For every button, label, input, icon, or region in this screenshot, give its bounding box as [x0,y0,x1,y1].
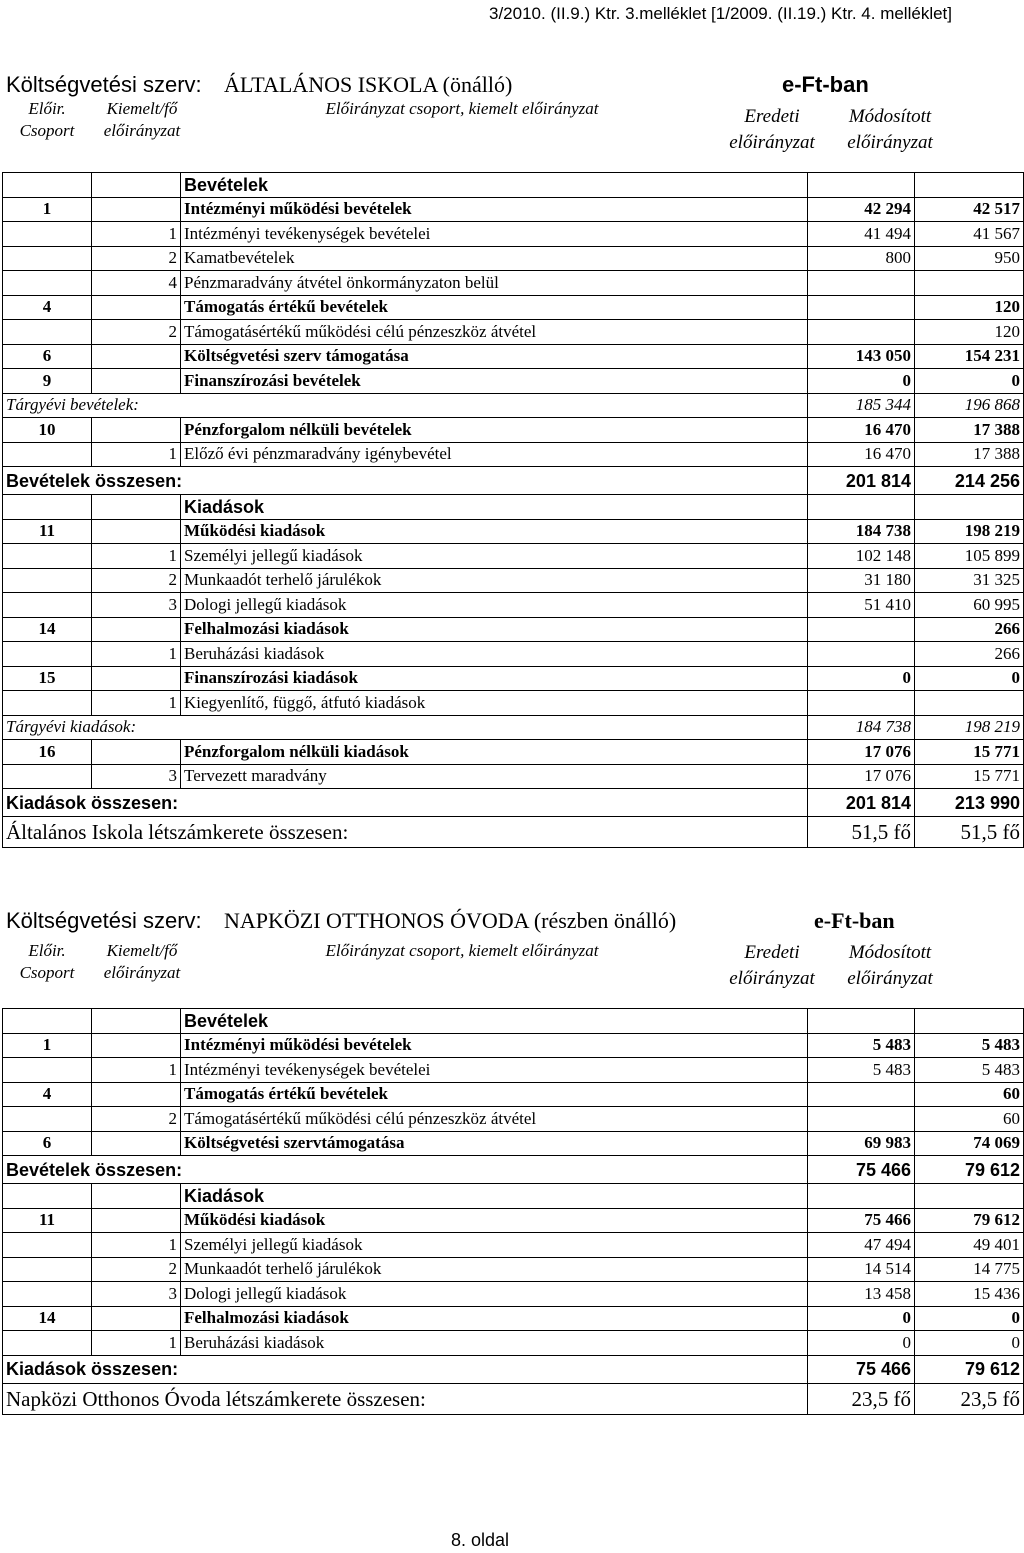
cell-csoport: 15 [3,666,92,691]
table-row [3,467,1024,495]
cell-kiemelt: 3 [92,593,181,618]
cell-modositott: 266 [915,617,1024,642]
cell-eredeti: 201 814 [808,789,915,817]
cell-kiemelt [92,295,181,320]
cell-csoport [3,1184,92,1209]
cell-eredeti: 800 [808,246,915,271]
cell-megnevezes: Támogatásértékű működési célú pénzeszköz átvétel [181,320,808,345]
cell-megnevezes: Előző évi pénzmaradvány igénybevétel [181,442,808,467]
table-row [3,817,1024,848]
cell-eredeti: 0 [808,1331,915,1356]
cell-modositott: 79 612 [915,1355,1024,1383]
summary-label: Napközi Otthonos Óvoda létszámkerete összesen: [3,1383,808,1414]
cell-megnevezes: Pénzforgalom nélküli bevételek [181,418,808,443]
cell-megnevezes: Felhalmozási kiadások [181,617,808,642]
cell-kiemelt [92,369,181,394]
cell-modositott: 950 [915,246,1024,271]
cell-eredeti [808,691,915,716]
section-label: Költségvetési szerv: [6,908,202,933]
cell-modositott: 15 436 [915,1282,1024,1307]
table-row [3,519,1024,544]
table-row [3,1233,1024,1258]
cell-eredeti [808,1009,915,1034]
section-name: ÁLTALÁNOS ISKOLA (önálló) [224,72,513,97]
summary-label: Bevételek összesen: [3,1156,808,1184]
cell-modositott [915,271,1024,296]
cell-eredeti: 31 180 [808,568,915,593]
cell-kiemelt: 1 [92,1058,181,1083]
cell-kiemelt: 1 [92,544,181,569]
cell-eredeti: 185 344 [808,393,915,418]
cell-megnevezes: Támogatás értékű bevételek [181,1082,808,1107]
cell-eredeti: 184 738 [808,519,915,544]
cell-modositott: 49 401 [915,1233,1024,1258]
cell-megnevezes: Beruházási kiadások [181,642,808,667]
cell-eredeti [808,271,915,296]
table-row [3,1033,1024,1058]
cell-eredeti: 17 076 [808,740,915,765]
cell-kiemelt [92,1208,181,1233]
cell-megnevezes: Finanszírozási bevételek [181,369,808,394]
cell-csoport [3,246,92,271]
unit-label: e-Ft-ban [782,72,869,97]
cell-eredeti: 69 983 [808,1131,915,1156]
cell-modositott: 23,5 fő [915,1383,1024,1414]
cell-kiemelt [92,197,181,222]
col-kiemelt-header: Kiemelt/fő előirányzat [103,99,181,140]
table-row [3,495,1024,520]
cell-eredeti: 0 [808,666,915,691]
table-row [3,568,1024,593]
cell-megnevezes: Finanszírozási kiadások [181,666,808,691]
cell-megnevezes: Működési kiadások [181,519,808,544]
cell-kiemelt: 3 [92,764,181,789]
table-row [3,740,1024,765]
cell-kiemelt: 3 [92,1282,181,1307]
cell-modositott: 0 [915,1306,1024,1331]
col-modositott-header: Módosított előirányzat [847,106,933,153]
cell-kiemelt: 1 [92,442,181,467]
cell-csoport [3,764,92,789]
cell-eredeti: 14 514 [808,1257,915,1282]
cell-modositott: 42 517 [915,197,1024,222]
cell-csoport [3,1009,92,1034]
col-csoport-header: Előir. Csoport [19,99,75,140]
col-megnevezes-header: Előirányzat csoport, kiemelt előirányzat [325,99,599,118]
cell-kiemelt [92,495,181,520]
cell-kiemelt [92,1033,181,1058]
col-eredeti-header: Eredeti előirányzat [729,106,815,153]
cell-csoport [3,222,92,247]
cell-megnevezes: Kiegyenlítő, függő, átfutó kiadások [181,691,808,716]
table-row [3,764,1024,789]
cell-kiemelt: 1 [92,642,181,667]
cell-kiemelt: 2 [92,246,181,271]
cell-modositott: 79 612 [915,1156,1024,1184]
group-heading: Kiadások [181,495,808,520]
cell-megnevezes: Személyi jellegű kiadások [181,1233,808,1258]
cell-csoport [3,1107,92,1132]
cell-megnevezes: Személyi jellegű kiadások [181,544,808,569]
cell-kiemelt [92,1131,181,1156]
cell-modositott: 120 [915,320,1024,345]
cell-modositott: 17 388 [915,418,1024,443]
cell-modositott: 15 771 [915,764,1024,789]
cell-csoport [3,442,92,467]
summary-label: Bevételek összesen: [3,467,808,495]
cell-modositott: 5 483 [915,1058,1024,1083]
cell-csoport [3,495,92,520]
cell-csoport [3,691,92,716]
cell-csoport: 14 [3,617,92,642]
cell-kiemelt: 1 [92,691,181,716]
cell-csoport [3,271,92,296]
table-row [3,617,1024,642]
table-row [3,197,1024,222]
cell-kiemelt [92,344,181,369]
col-megnevezes-header: Előirányzat csoport, kiemelt előirányzat [325,941,599,960]
table-row [3,173,1024,198]
table-row [3,1131,1024,1156]
cell-csoport: 6 [3,1131,92,1156]
cell-modositott: 60 [915,1107,1024,1132]
budget-table [2,172,1024,848]
table-row [3,271,1024,296]
table-row [3,246,1024,271]
cell-modositott [915,691,1024,716]
cell-csoport [3,1331,92,1356]
cell-eredeti: 143 050 [808,344,915,369]
cell-eredeti: 51,5 fő [808,817,915,848]
cell-megnevezes: Intézményi működési bevételek [181,197,808,222]
table-row [3,593,1024,618]
page-number: 8. oldal [450,1530,510,1550]
section-label: Költségvetési szerv: [6,72,202,97]
table-row [3,418,1024,443]
cell-csoport: 1 [3,1033,92,1058]
budget-table [2,1008,1024,1415]
cell-modositott: 198 219 [915,519,1024,544]
cell-megnevezes: Munkaadót terhelő járulékok [181,1257,808,1282]
table-row [3,1156,1024,1184]
section-napkozi-ovoda [2,904,1020,1415]
cell-eredeti [808,320,915,345]
summary-label: Tárgyévi bevételek: [3,393,808,418]
cell-modositott: 120 [915,295,1024,320]
col-csoport-header: Előir. Csoport [19,941,75,982]
table-row [3,369,1024,394]
table-row [3,1383,1024,1414]
cell-megnevezes: Pénzmaradvány átvétel önkormányzaton belül [181,271,808,296]
cell-megnevezes: Költségvetési szerv támogatása [181,344,808,369]
cell-eredeti: 17 076 [808,764,915,789]
cell-megnevezes: Támogatásértékű működési célú pénzeszköz átvétel [181,1107,808,1132]
cell-eredeti: 23,5 fő [808,1383,915,1414]
cell-csoport: 11 [3,1208,92,1233]
cell-eredeti: 13 458 [808,1282,915,1307]
cell-modositott: 198 219 [915,715,1024,740]
cell-eredeti [808,295,915,320]
cell-kiemelt [92,617,181,642]
section-altalanos-iskola [2,68,1020,848]
cell-kiemelt: 1 [92,222,181,247]
cell-eredeti [808,617,915,642]
cell-kiemelt [92,1306,181,1331]
cell-megnevezes: Dologi jellegű kiadások [181,1282,808,1307]
cell-csoport: 4 [3,295,92,320]
cell-eredeti: 102 148 [808,544,915,569]
cell-modositott [915,495,1024,520]
cell-megnevezes: Működési kiadások [181,1208,808,1233]
cell-csoport: 11 [3,519,92,544]
table-row [3,1009,1024,1034]
cell-megnevezes: Költségvetési szervtámogatása [181,1131,808,1156]
cell-csoport [3,568,92,593]
cell-csoport: 4 [3,1082,92,1107]
cell-csoport: 6 [3,344,92,369]
cell-eredeti [808,1184,915,1209]
column-headers [2,99,951,172]
cell-eredeti: 47 494 [808,1233,915,1258]
cell-kiemelt: 4 [92,271,181,296]
table-row [3,1184,1024,1209]
cell-megnevezes: Dologi jellegű kiadások [181,593,808,618]
cell-megnevezes: Intézményi tevékenységek bevételei [181,222,808,247]
table-row [3,1331,1024,1356]
summary-label: Kiadások összesen: [3,1355,808,1383]
table-row [3,222,1024,247]
cell-eredeti: 75 466 [808,1208,915,1233]
cell-eredeti: 201 814 [808,467,915,495]
cell-modositott: 154 231 [915,344,1024,369]
cell-modositott: 0 [915,1331,1024,1356]
cell-kiemelt [92,418,181,443]
cell-eredeti: 51 410 [808,593,915,618]
cell-kiemelt [92,173,181,198]
cell-modositott: 196 868 [915,393,1024,418]
cell-kiemelt [92,1009,181,1034]
group-heading: Kiadások [181,1184,808,1209]
cell-modositott: 214 256 [915,467,1024,495]
cell-eredeti [808,1082,915,1107]
cell-modositott: 79 612 [915,1208,1024,1233]
cell-csoport: 14 [3,1306,92,1331]
table-row [3,789,1024,817]
cell-modositott: 51,5 fő [915,817,1024,848]
group-heading: Bevételek [181,173,808,198]
table-row [3,715,1024,740]
cell-modositott: 15 771 [915,740,1024,765]
table-row [3,442,1024,467]
section-name: NAPKÖZI OTTHONOS ÓVODA (részben önálló) [224,908,677,933]
cell-eredeti: 41 494 [808,222,915,247]
cell-modositott: 266 [915,642,1024,667]
col-modositott-header: Módosított előirányzat [847,942,933,989]
cell-modositott [915,1009,1024,1034]
cell-megnevezes: Intézményi tevékenységek bevételei [181,1058,808,1083]
summary-label: Általános Iskola létszámkerete összesen: [3,817,808,848]
table-row [3,666,1024,691]
cell-megnevezes: Támogatás értékű bevételek [181,295,808,320]
group-heading: Bevételek [181,1009,808,1034]
table-row [3,1082,1024,1107]
summary-label: Kiadások összesen: [3,789,808,817]
cell-megnevezes: Intézményi működési bevételek [181,1033,808,1058]
cell-kiemelt [92,740,181,765]
cell-eredeti: 0 [808,369,915,394]
cell-csoport [3,1282,92,1307]
table-row [3,1306,1024,1331]
cell-eredeti: 75 466 [808,1156,915,1184]
table-row [3,1282,1024,1307]
cell-csoport [3,642,92,667]
cell-csoport [3,1233,92,1258]
cell-kiemelt: 2 [92,568,181,593]
cell-modositott: 14 775 [915,1257,1024,1282]
cell-csoport [3,593,92,618]
cell-megnevezes: Pénzforgalom nélküli kiadások [181,740,808,765]
cell-kiemelt [92,1082,181,1107]
table-row [3,393,1024,418]
cell-modositott: 41 567 [915,222,1024,247]
cell-modositott [915,1184,1024,1209]
cell-kiemelt: 1 [92,1233,181,1258]
table-row [3,295,1024,320]
cell-kiemelt: 2 [92,1257,181,1282]
summary-label: Tárgyévi kiadások: [3,715,808,740]
cell-megnevezes: Tervezett maradvány [181,764,808,789]
cell-csoport: 1 [3,197,92,222]
table-row [3,642,1024,667]
cell-megnevezes: Beruházási kiadások [181,1331,808,1356]
section-title [2,904,951,938]
cell-modositott: 0 [915,666,1024,691]
table-row [3,691,1024,716]
cell-eredeti: 16 470 [808,442,915,467]
cell-eredeti: 42 294 [808,197,915,222]
cell-modositott: 60 995 [915,593,1024,618]
cell-modositott: 105 899 [915,544,1024,569]
cell-megnevezes: Kamatbevételek [181,246,808,271]
cell-kiemelt [92,1184,181,1209]
column-headers [2,938,951,1008]
cell-modositott: 5 483 [915,1033,1024,1058]
cell-modositott: 60 [915,1082,1024,1107]
table-row [3,1257,1024,1282]
cell-modositott [915,173,1024,198]
cell-kiemelt [92,519,181,544]
cell-csoport [3,173,92,198]
unit-label: e-Ft-ban [814,908,895,933]
cell-csoport: 16 [3,740,92,765]
cell-csoport [3,1257,92,1282]
cell-kiemelt: 2 [92,1107,181,1132]
cell-eredeti: 5 483 [808,1033,915,1058]
cell-csoport [3,544,92,569]
document-reference: 3/2010. (II.9.) Ktr. 3.melléklet [1/2009. (II.19.) Ktr. 4. melléklet] [489,4,952,23]
cell-eredeti [808,173,915,198]
cell-eredeti [808,1107,915,1132]
cell-megnevezes: Felhalmozási kiadások [181,1306,808,1331]
table-row [3,1208,1024,1233]
cell-eredeti: 0 [808,1306,915,1331]
cell-eredeti: 16 470 [808,418,915,443]
cell-kiemelt [92,666,181,691]
cell-modositott: 213 990 [915,789,1024,817]
cell-modositott: 31 325 [915,568,1024,593]
cell-kiemelt: 1 [92,1331,181,1356]
col-kiemelt-header: Kiemelt/fő előirányzat [103,941,181,982]
cell-modositott: 0 [915,369,1024,394]
table-row [3,320,1024,345]
table-row [3,1107,1024,1132]
cell-csoport [3,1058,92,1083]
cell-eredeti: 5 483 [808,1058,915,1083]
section-title [2,68,951,102]
cell-modositott: 74 069 [915,1131,1024,1156]
table-row [3,544,1024,569]
cell-csoport: 10 [3,418,92,443]
cell-eredeti: 184 738 [808,715,915,740]
cell-csoport: 9 [3,369,92,394]
cell-csoport [3,320,92,345]
cell-modositott: 17 388 [915,442,1024,467]
table-row [3,344,1024,369]
cell-eredeti: 75 466 [808,1355,915,1383]
cell-megnevezes: Munkaadót terhelő járulékok [181,568,808,593]
cell-eredeti [808,642,915,667]
table-row [3,1355,1024,1383]
cell-kiemelt: 2 [92,320,181,345]
cell-eredeti [808,495,915,520]
table-row [3,1058,1024,1083]
col-eredeti-header: Eredeti előirányzat [729,942,815,989]
